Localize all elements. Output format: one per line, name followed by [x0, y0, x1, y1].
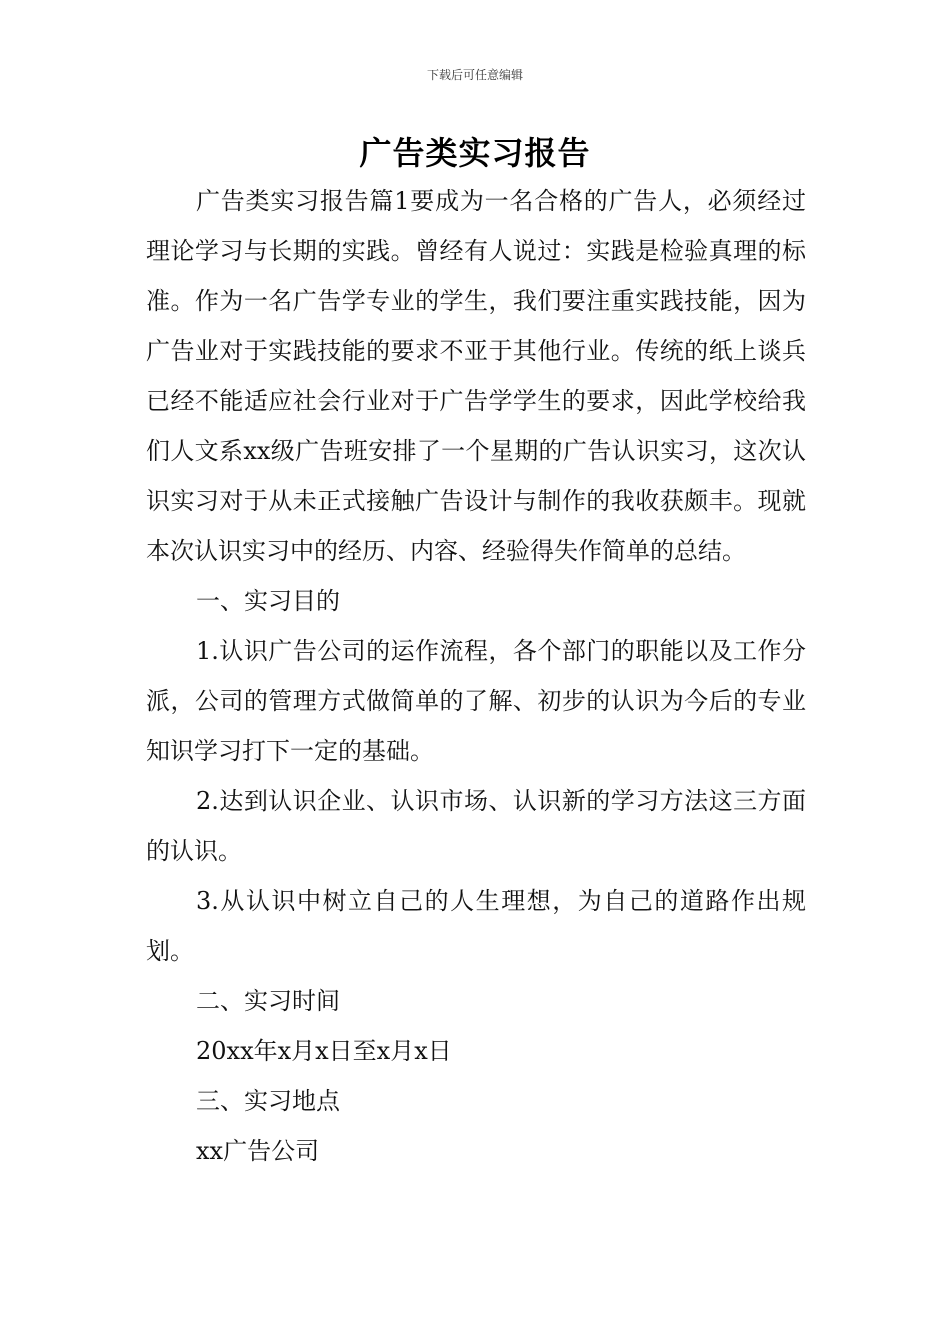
- document-body: [146, 176, 806, 1176]
- purpose-item-2: 2.达到认识企业、认识市场、认识新的学习方法这三方面的认识。: [146, 787, 806, 865]
- section-heading-time: 二、实习时间: [196, 987, 340, 1015]
- document-title: 广告类实习报告: [359, 134, 591, 172]
- header-note: 下载后可任意编辑: [426, 68, 523, 82]
- internship-time: 20xx年x月x日至x月x日: [196, 1037, 452, 1065]
- section-heading-purpose: 一、实习目的: [196, 587, 340, 615]
- section-heading-location: 三、实习地点: [196, 1087, 340, 1115]
- purpose-item-3: 3.从认识中树立自己的人生理想，为自己的道路作出规划。: [146, 887, 806, 965]
- internship-location: xx广告公司: [196, 1137, 320, 1165]
- intro-paragraph: 广告类实习报告篇1要成为一名合格的广告人，必须经过理论学习与长期的实践。曾经有人说过：实践是检验真理的标准。作为一名广告学专业的学生，我们要注重实践技能，因为广告业对于实践技能的要求不亚于其他行业。传统的纸上谈兵已经不能适应社会行业对于广告学学生的要求，因此学校给我们人文系xx级广告班安排了一个星期的广告认识实习，这次认识实习对于从未正式接触广告设计与制作的我收获颇丰。现就本次认识实习中的经历、内容、经验得失作简单的总结。: [146, 187, 806, 565]
- purpose-item-1: 1.认识广告公司的运作流程，各个部门的职能以及工作分派，公司的管理方式做简单的了解、初步的认识为今后的专业知识学习打下一定的基础。: [146, 637, 806, 765]
